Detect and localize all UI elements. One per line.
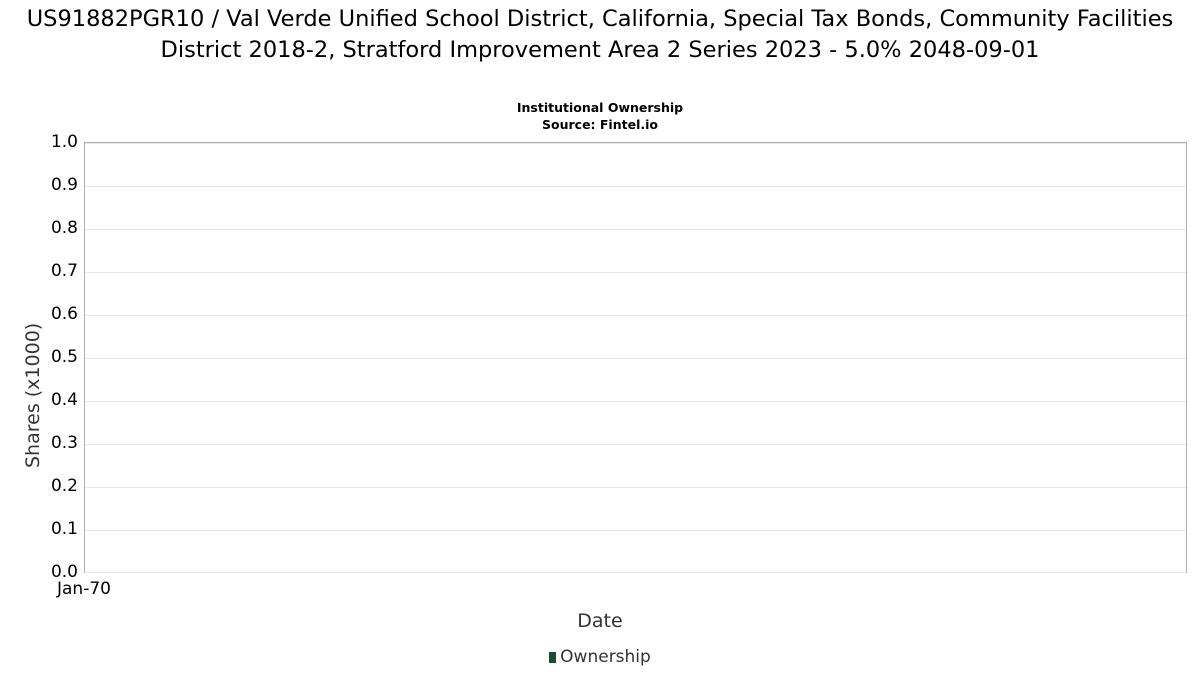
y-tick-label: 0.0: [50, 562, 78, 582]
legend-swatch-icon: [549, 652, 556, 663]
gridline: [85, 358, 1186, 359]
gridline: [85, 186, 1186, 187]
y-tick-label: 0.3: [50, 433, 78, 453]
gridline: [85, 143, 1186, 144]
y-tick-label: 1.0: [50, 132, 78, 152]
legend-label: Ownership: [560, 647, 651, 667]
y-tick-label: 0.8: [50, 218, 78, 238]
y-tick-label: 0.4: [50, 390, 78, 410]
y-tick-label: 0.5: [50, 347, 78, 367]
gridline: [85, 401, 1186, 402]
x-axis-label: Date: [577, 610, 623, 632]
gridline: [85, 530, 1186, 531]
y-tick-label: 0.6: [50, 304, 78, 324]
x-tick-label: Jan-70: [57, 579, 111, 599]
y-axis-label: Shares (x1000): [22, 322, 44, 468]
gridline: [85, 315, 1186, 316]
gridline: [85, 487, 1186, 488]
chart-source: Source: Fintel.io: [542, 117, 658, 132]
gridline: [85, 572, 1186, 573]
chart-title: US91882PGR10 / Val Verde Unified School District, California, Special Tax Bonds, Community Facilities District 2018-2, Stratford Improvement Area 2 Series 2023 - 5.0% 2048-09-01: [26, 6, 1181, 63]
y-tick-label: 0.2: [50, 476, 78, 496]
plot-area: [84, 142, 1187, 573]
chart-subtitle: Institutional Ownership: [516, 100, 684, 115]
legend-item-ownership[interactable]: [549, 648, 651, 667]
gridline: [85, 444, 1186, 445]
y-tick-label: 0.1: [50, 519, 78, 539]
y-tick-label: 0.7: [50, 261, 78, 281]
chart-legend: [0, 648, 1200, 667]
gridline: [85, 272, 1186, 273]
gridline: [85, 229, 1186, 230]
y-tick-label: 0.9: [50, 175, 78, 195]
